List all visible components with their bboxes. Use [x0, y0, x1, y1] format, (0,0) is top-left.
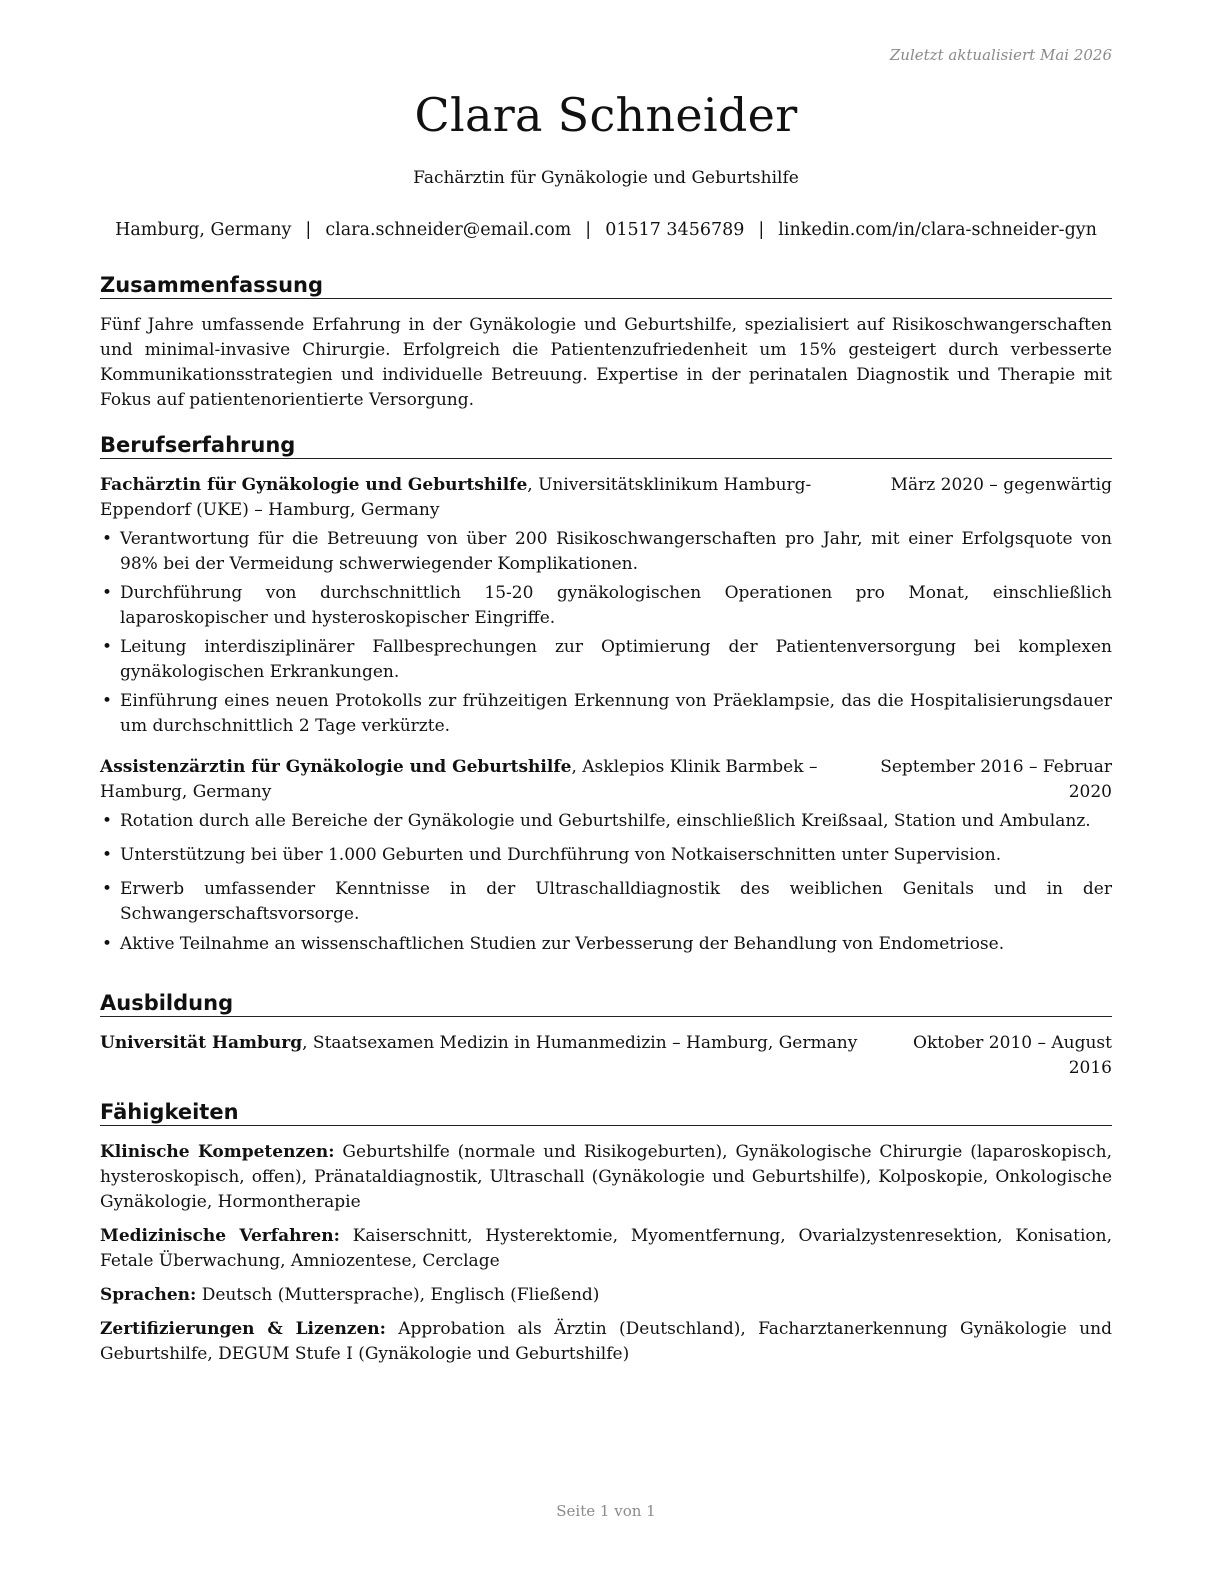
- contact-line: [94, 220, 1118, 240]
- bullet-icon: •: [102, 845, 113, 865]
- contact-separator: |: [585, 220, 592, 240]
- list-item: • Einführung eines neuen Protokolls zur frühzeitigen Erkennung von Präeklampsie, das die Hospitalisierungsdauer um durchschnittlich 2 Tage verkürzte.: [102, 691, 1112, 736]
- bullet-icon: •: [102, 583, 113, 603]
- summary-text: Fünf Jahre umfassende Erfahrung in der Gynäkologie und Geburtshilfe, spezialisiert auf Risikoschwangerschaften und minimal-invasive Chirurgie. Erfolgreich die Patientenzufriedenheit um 15% gesteigert durch verbesserte Kommunikationsstrategien und individuelle Betreuung. Expertise in der perinatalen Diagnostik und Therapie mit Fokus auf patientenorientierte Versorgung.: [100, 315, 1112, 410]
- last-updated: Zuletzt aktualisiert Mai 2026: [889, 46, 1112, 64]
- education-degree: , Staatsexamen Medizin in Humanmedizin – Hamburg, Germany: [302, 1033, 858, 1053]
- bullet-icon: •: [102, 811, 113, 831]
- list-item: • Unterstützung bei über 1.000 Geburten und Durchführung von Notkaiserschnitten unter Supervision.: [100, 843, 1112, 868]
- skills-list: [100, 1140, 1112, 1367]
- section-title-summary: Zusammenfassung: [100, 272, 1112, 299]
- skill-item: [100, 1224, 1112, 1274]
- skill-label: Medizinische Verfahren:: [100, 1226, 340, 1246]
- skill-item: [100, 1283, 1112, 1308]
- contact-location: Hamburg, Germany: [115, 220, 292, 240]
- bullet-icon: •: [102, 637, 113, 657]
- list-item: • Aktive Teilnahme an wissenschaftlichen Studien zur Verbesserung der Behandlung von Endometriose.: [100, 932, 1112, 957]
- bullet-icon: •: [102, 934, 113, 954]
- job-entry: [100, 473, 1112, 739]
- skill-label: Sprachen:: [100, 1285, 197, 1305]
- skill-item: [100, 1140, 1112, 1215]
- contact-phone: 01517 3456789: [605, 220, 745, 240]
- section-title-experience: Berufserfahrung: [100, 432, 1112, 459]
- job-role: Assistenzärztin für Gynäkologie und Geburtshilfe: [100, 757, 572, 777]
- experience-section: [100, 432, 1112, 961]
- skill-label: Zertifizierungen & Lizenzen:: [100, 1319, 386, 1339]
- list-item: • Verantwortung für die Betreuung von über 200 Risikoschwangerschaften pro Jahr, mit einer Erfolgsquote von 98% bei der Vermeidung schwerwiegender Komplikationen.: [102, 529, 1112, 574]
- contact-separator: |: [758, 220, 765, 240]
- page-number: Seite 1 von 1: [556, 1502, 656, 1520]
- section-title-skills: Fähigkeiten: [100, 1099, 1112, 1126]
- contact-email[interactable]: clara.schneider@email.com: [325, 220, 572, 240]
- candidate-name: Clara Schneider: [414, 88, 798, 142]
- education-entry: [100, 1031, 1112, 1081]
- job-bullets: [100, 809, 1112, 957]
- skills-section: [100, 1099, 1112, 1376]
- list-item: • Rotation durch alle Bereiche der Gynäkologie und Geburtshilfe, einschließlich Kreißsaal, Station und Ambulanz.: [100, 809, 1112, 834]
- skill-text: Approbation als Ärztin (Deutschland), Facharztanerkennung Gynäkologie und Geburtshilfe, DEGUM Stufe I (Gynäkologie und Geburtshilfe): [100, 1319, 1112, 1364]
- education-section: [100, 990, 1112, 1081]
- job-bullets: [100, 527, 1112, 739]
- job-org: , Universitätsklinikum Hamburg-Eppendorf (UKE) – Hamburg, Germany: [100, 475, 812, 520]
- summary-section: [100, 272, 1112, 413]
- contact-separator: |: [305, 220, 312, 240]
- skill-label: Klinische Kompetenzen:: [100, 1142, 335, 1162]
- skill-item: [100, 1317, 1112, 1367]
- job-header: [100, 473, 1112, 523]
- bullet-icon: •: [102, 879, 113, 899]
- job-org: , Asklepios Klinik Barmbek – Hamburg, Germany: [100, 757, 818, 802]
- job-dates: September 2016 – Februar 2020: [880, 757, 1112, 802]
- bullet-icon: •: [102, 529, 113, 549]
- bullet-icon: •: [102, 691, 113, 711]
- job-dates: März 2020 – gegenwärtig: [890, 475, 1112, 495]
- section-title-education: Ausbildung: [100, 990, 1112, 1017]
- list-item: • Erwerb umfassender Kenntnisse in der Ultraschalldiagnostik des weiblichen Genitals und in der Schwangerschaftsvorsorge.: [102, 879, 1112, 924]
- headline: Fachärztin für Gynäkologie und Geburtshilfe: [413, 168, 799, 188]
- skill-text: Kaiserschnitt, Hysterektomie, Myomentfernung, Ovarialzystenresektion, Konisation, Fetale Überwachung, Amniozentese, Cerclage: [100, 1226, 1113, 1271]
- list-item: • Leitung interdisziplinärer Fallbesprechungen zur Optimierung der Patientenversorgung bei komplexen gynäkologischen Erkrankungen.: [102, 637, 1112, 682]
- job-entry: [100, 755, 1112, 957]
- skill-text: Deutsch (Muttersprache), Englisch (Fließend): [196, 1285, 600, 1305]
- education-dates: Oktober 2010 – August 2016: [913, 1033, 1112, 1078]
- list-item: • Durchführung von durchschnittlich 15-20 gynäkologischen Operationen pro Monat, einschließlich laparoskopischer und hysteroskopischer Eingriffe.: [102, 583, 1112, 628]
- resume-page: [100, 0, 1112, 1584]
- contact-linkedin[interactable]: linkedin.com/in/clara-schneider-gyn: [778, 220, 1097, 240]
- skill-text: Geburtshilfe (normale und Risikogeburten), Gynäkologische Chirurgie (laparoskopisch, hysteroskopisch, offen), Pränataldiagnostik, Ultraschall (Gynäkologie und Geburtshilfe), Kolposkopie, Onkologische Gynäkologie, Hormontherapie: [100, 1142, 1112, 1212]
- education-school: Universität Hamburg: [100, 1033, 303, 1053]
- job-header: [100, 755, 1112, 805]
- job-role: Fachärztin für Gynäkologie und Geburtshilfe: [100, 475, 528, 495]
